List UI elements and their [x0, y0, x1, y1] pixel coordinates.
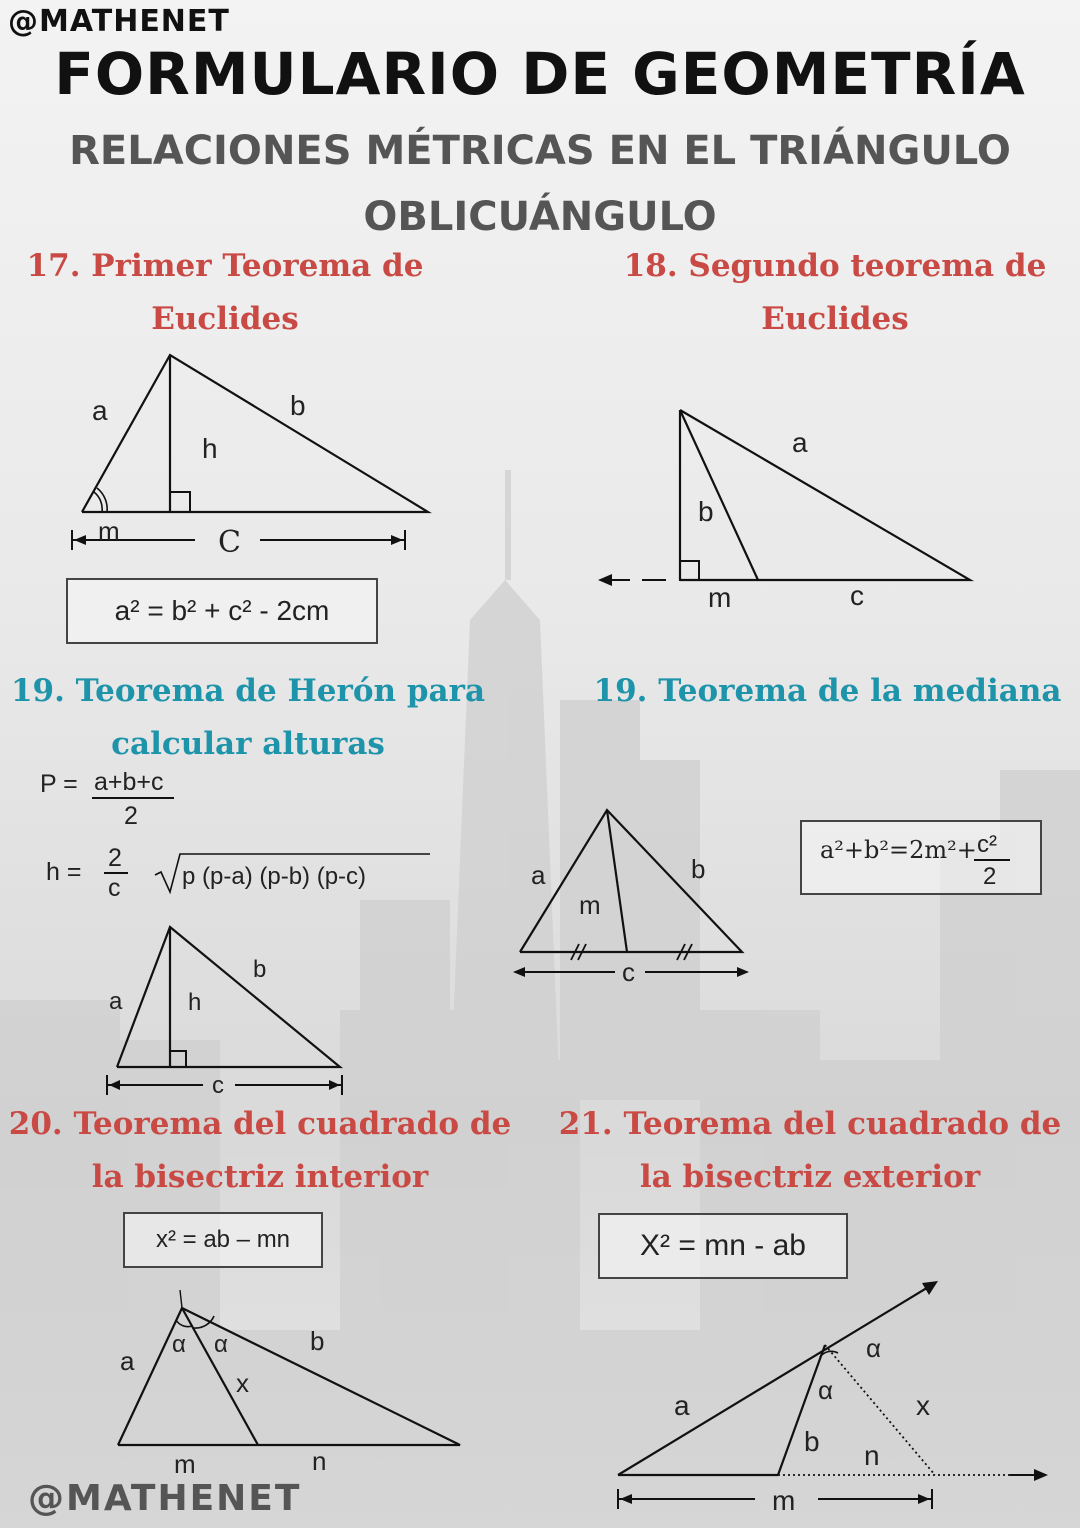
label-b: b [804, 1426, 820, 1457]
alpha-inner: α [818, 1375, 834, 1405]
label-n: n [864, 1440, 880, 1471]
section-17-title-line-2: Euclides [151, 301, 299, 337]
label-c: c [850, 580, 864, 611]
radicand: p (p-a) (p-b) (p-c) [182, 863, 367, 890]
subtitle-line-1: RELACIONES MÉTRICAS EN EL TRIÁNGULO [69, 128, 1011, 174]
p-lhs: P = [40, 770, 78, 798]
label-b: b [310, 1326, 325, 1356]
section-19-heron-title [8, 665, 488, 771]
h-denominator: c [108, 874, 121, 900]
alpha-right: α [214, 1331, 228, 1358]
section-17-title-line-1: 17. Primer Teorema de [26, 248, 424, 284]
label-b: b [698, 496, 714, 527]
label-x: x [916, 1390, 930, 1421]
label-x: x [236, 1368, 249, 1398]
p-numerator: a+b+c [94, 768, 164, 796]
section-20-title [0, 1098, 520, 1204]
label-c: C [218, 525, 241, 560]
section-21-title-line-1: 21. Teorema del cuadrado de [558, 1106, 1062, 1142]
section-18-title-line-2: Euclides [761, 301, 909, 337]
exterior-bisector-diagram [600, 1275, 1060, 1520]
interior-bisector-formula: x² = ab – mn [123, 1212, 323, 1268]
label-m: m [98, 516, 120, 546]
heron-formulas [30, 760, 440, 900]
label-h: h [188, 989, 202, 1016]
label-b: b [290, 390, 306, 421]
section-18-title [600, 240, 1070, 346]
section-19-median-title: 19. Teorema de la mediana [593, 673, 1062, 709]
label-a: a [674, 1390, 690, 1421]
section-21-title-line-2: la bisectriz exterior [639, 1159, 981, 1195]
label-m: m [579, 890, 601, 920]
section-20-title-line-2: la bisectriz interior [91, 1159, 429, 1195]
label-h: h [202, 433, 218, 464]
label-c: c [212, 1072, 224, 1099]
label-n: n [312, 1446, 327, 1476]
section-19-heron-title-line-1: 19. Teorema de Herón para [10, 673, 486, 709]
heron-diagram [95, 915, 360, 1100]
h-numerator: 2 [108, 844, 122, 872]
median-formula-numerator: c² [977, 831, 997, 858]
label-a: a [531, 860, 546, 890]
subtitle-line-2: OBLICUÁNGULO [363, 194, 717, 240]
label-a: a [109, 988, 123, 1015]
label-a: a [120, 1346, 135, 1376]
alpha-outer: α [866, 1333, 882, 1363]
alpha-left: α [172, 1331, 186, 1358]
label-m: m [708, 582, 732, 613]
first-euclid-formula: a² = b² + c² - 2cm [66, 578, 378, 644]
label-b: b [253, 956, 267, 983]
label-a: a [92, 395, 108, 426]
section-21-title [550, 1098, 1070, 1204]
median-formula-left: a²+b²=2m²+ [820, 836, 977, 864]
median-formula-box [800, 820, 1042, 895]
second-euclid-diagram [590, 395, 990, 620]
exterior-bisector-formula: X² = mn - ab [598, 1213, 848, 1279]
label-m: m [174, 1449, 196, 1479]
first-euclid-diagram [60, 340, 450, 570]
label-c: c [622, 957, 635, 987]
section-20-title-line-1: 20. Teorema del cuadrado de [8, 1106, 512, 1142]
section-17-title [10, 240, 440, 346]
section-18-title-line-1: 18. Segundo teorema de [623, 248, 1047, 284]
section-19-heron-title-line-2: calcular alturas [111, 726, 385, 762]
brand-handle-top: @MATHENET [8, 4, 230, 39]
p-denominator: 2 [124, 802, 138, 830]
label-b: b [691, 854, 706, 884]
page-title: FORMULARIO DE GEOMETRÍA [54, 40, 1026, 108]
page-subtitle [60, 118, 1020, 250]
h-lhs: h = [46, 858, 82, 886]
label-m: m [772, 1485, 796, 1516]
interior-bisector-diagram [100, 1280, 475, 1480]
median-formula-denominator: 2 [983, 863, 997, 890]
label-a: a [792, 427, 808, 458]
brand-handle-bottom: @MATHENET [28, 1478, 302, 1519]
median-diagram [505, 800, 760, 995]
